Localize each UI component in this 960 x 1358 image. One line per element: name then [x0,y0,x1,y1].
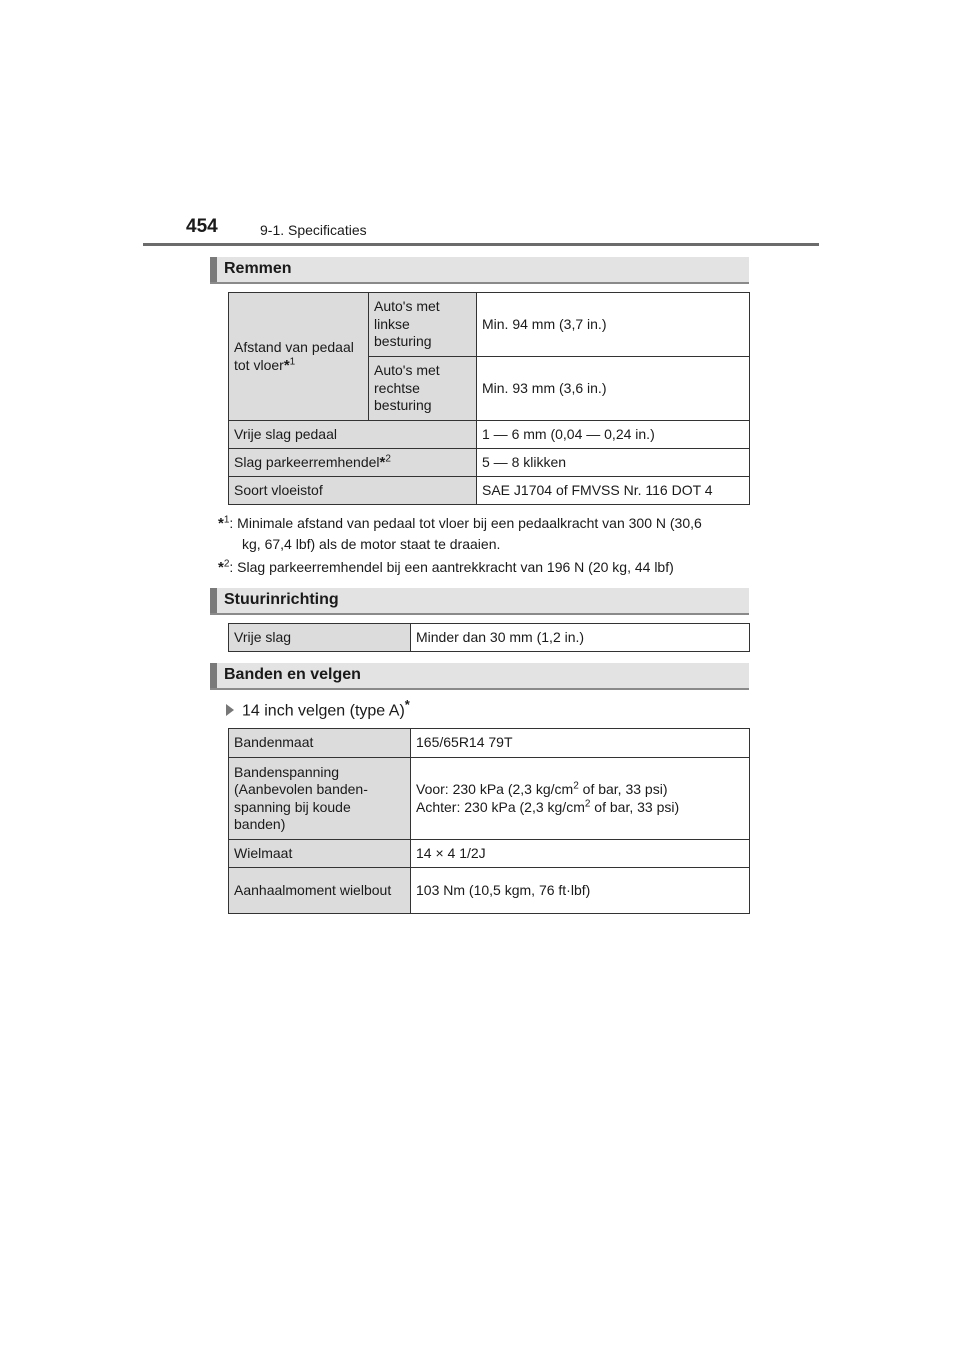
steering-free-play-value: Minder dan 30 mm (1,2 in.) [411,624,750,652]
heading-bar [210,257,217,282]
pedal-distance-label: Afstand van pedaal tot vloer*$^1$ [229,293,369,421]
lhd-label: Auto's met linkse besturing [369,293,477,357]
tire-pressure-label: Bandenspanning (Aanbevolen banden-spanning bij koude banden) [229,758,411,840]
table-row [229,449,750,477]
section-title: 9-1. Specificaties [260,222,367,238]
table-row [229,624,750,652]
section-heading-title: Remmen [224,260,292,277]
brakes-table [228,292,750,505]
subheading-14-inch: 14 inch velgen (type A)* [226,697,410,720]
table-row [229,293,750,357]
tire-size-value: 165/65R14 79T [411,729,750,758]
table-row [229,758,750,840]
parking-brake-value: 5 — 8 klikken [477,449,750,477]
tire-size-label: Bandenmaat [229,729,411,758]
steering-free-play-label: Vrije slag [229,624,411,652]
section-heading-title: Stuurinrichting [224,591,339,608]
section-heading-stuurinrichting [210,588,749,615]
section-heading-remmen [210,257,749,284]
torque-label: Aanhaalmoment wielbout [229,868,411,914]
table-row [229,840,750,868]
rhd-label: Auto's met rechtse besturing [369,357,477,421]
header-divider [143,243,819,246]
wheel-size-value: 14 × 4 1/2J [411,840,750,868]
torque-value: 103 Nm (10,5 kgm, 76 ft·lbf) [411,868,750,914]
footnote-1: *$^1$: Minimale afstand van pedaal tot vloer bij een pedaalkracht van 300 N (30,6 kg, 67,4 lbf) als de motor staat te draaien. [218,514,702,552]
section-heading-banden [210,663,749,690]
table-row [229,868,750,914]
free-play-value: 1 — 6 mm (0,04 — 0,24 in.) [477,421,750,449]
parking-brake-label: Slag parkeerremhendel*$^2$ [229,449,477,477]
tire-pressure-value: Voor: 230 kPa (2,3 $kg/cm^2$ of bar, 33 psi) Achter: 230 kPa (2,3 $kg/cm^2$ of bar, 33 psi) [411,758,750,840]
table-row [229,729,750,758]
footnote-2: *$^2$: Slag parkeerremhendel bij een aantrekkracht van 196 N (20 kg, 44 lbf) [218,558,674,576]
free-play-label: Vrije slag pedaal [229,421,477,449]
fluid-type-label: Soort vloeistof [229,477,477,505]
tires-table [228,728,750,914]
section-heading-title: Banden en velgen [224,666,361,683]
page-number: 454 [186,216,218,237]
heading-bar [210,588,217,613]
steering-table [228,623,750,652]
heading-bar [210,663,217,688]
rhd-value: Min. 93 mm (3,6 in.) [477,357,750,421]
fluid-type-value: SAE J1704 of FMVSS Nr. 116 DOT 4 [477,477,750,505]
table-row [229,421,750,449]
triangle-bullet-icon [226,704,234,716]
lhd-value: Min. 94 mm (3,7 in.) [477,293,750,357]
wheel-size-label: Wielmaat [229,840,411,868]
table-row [229,477,750,505]
